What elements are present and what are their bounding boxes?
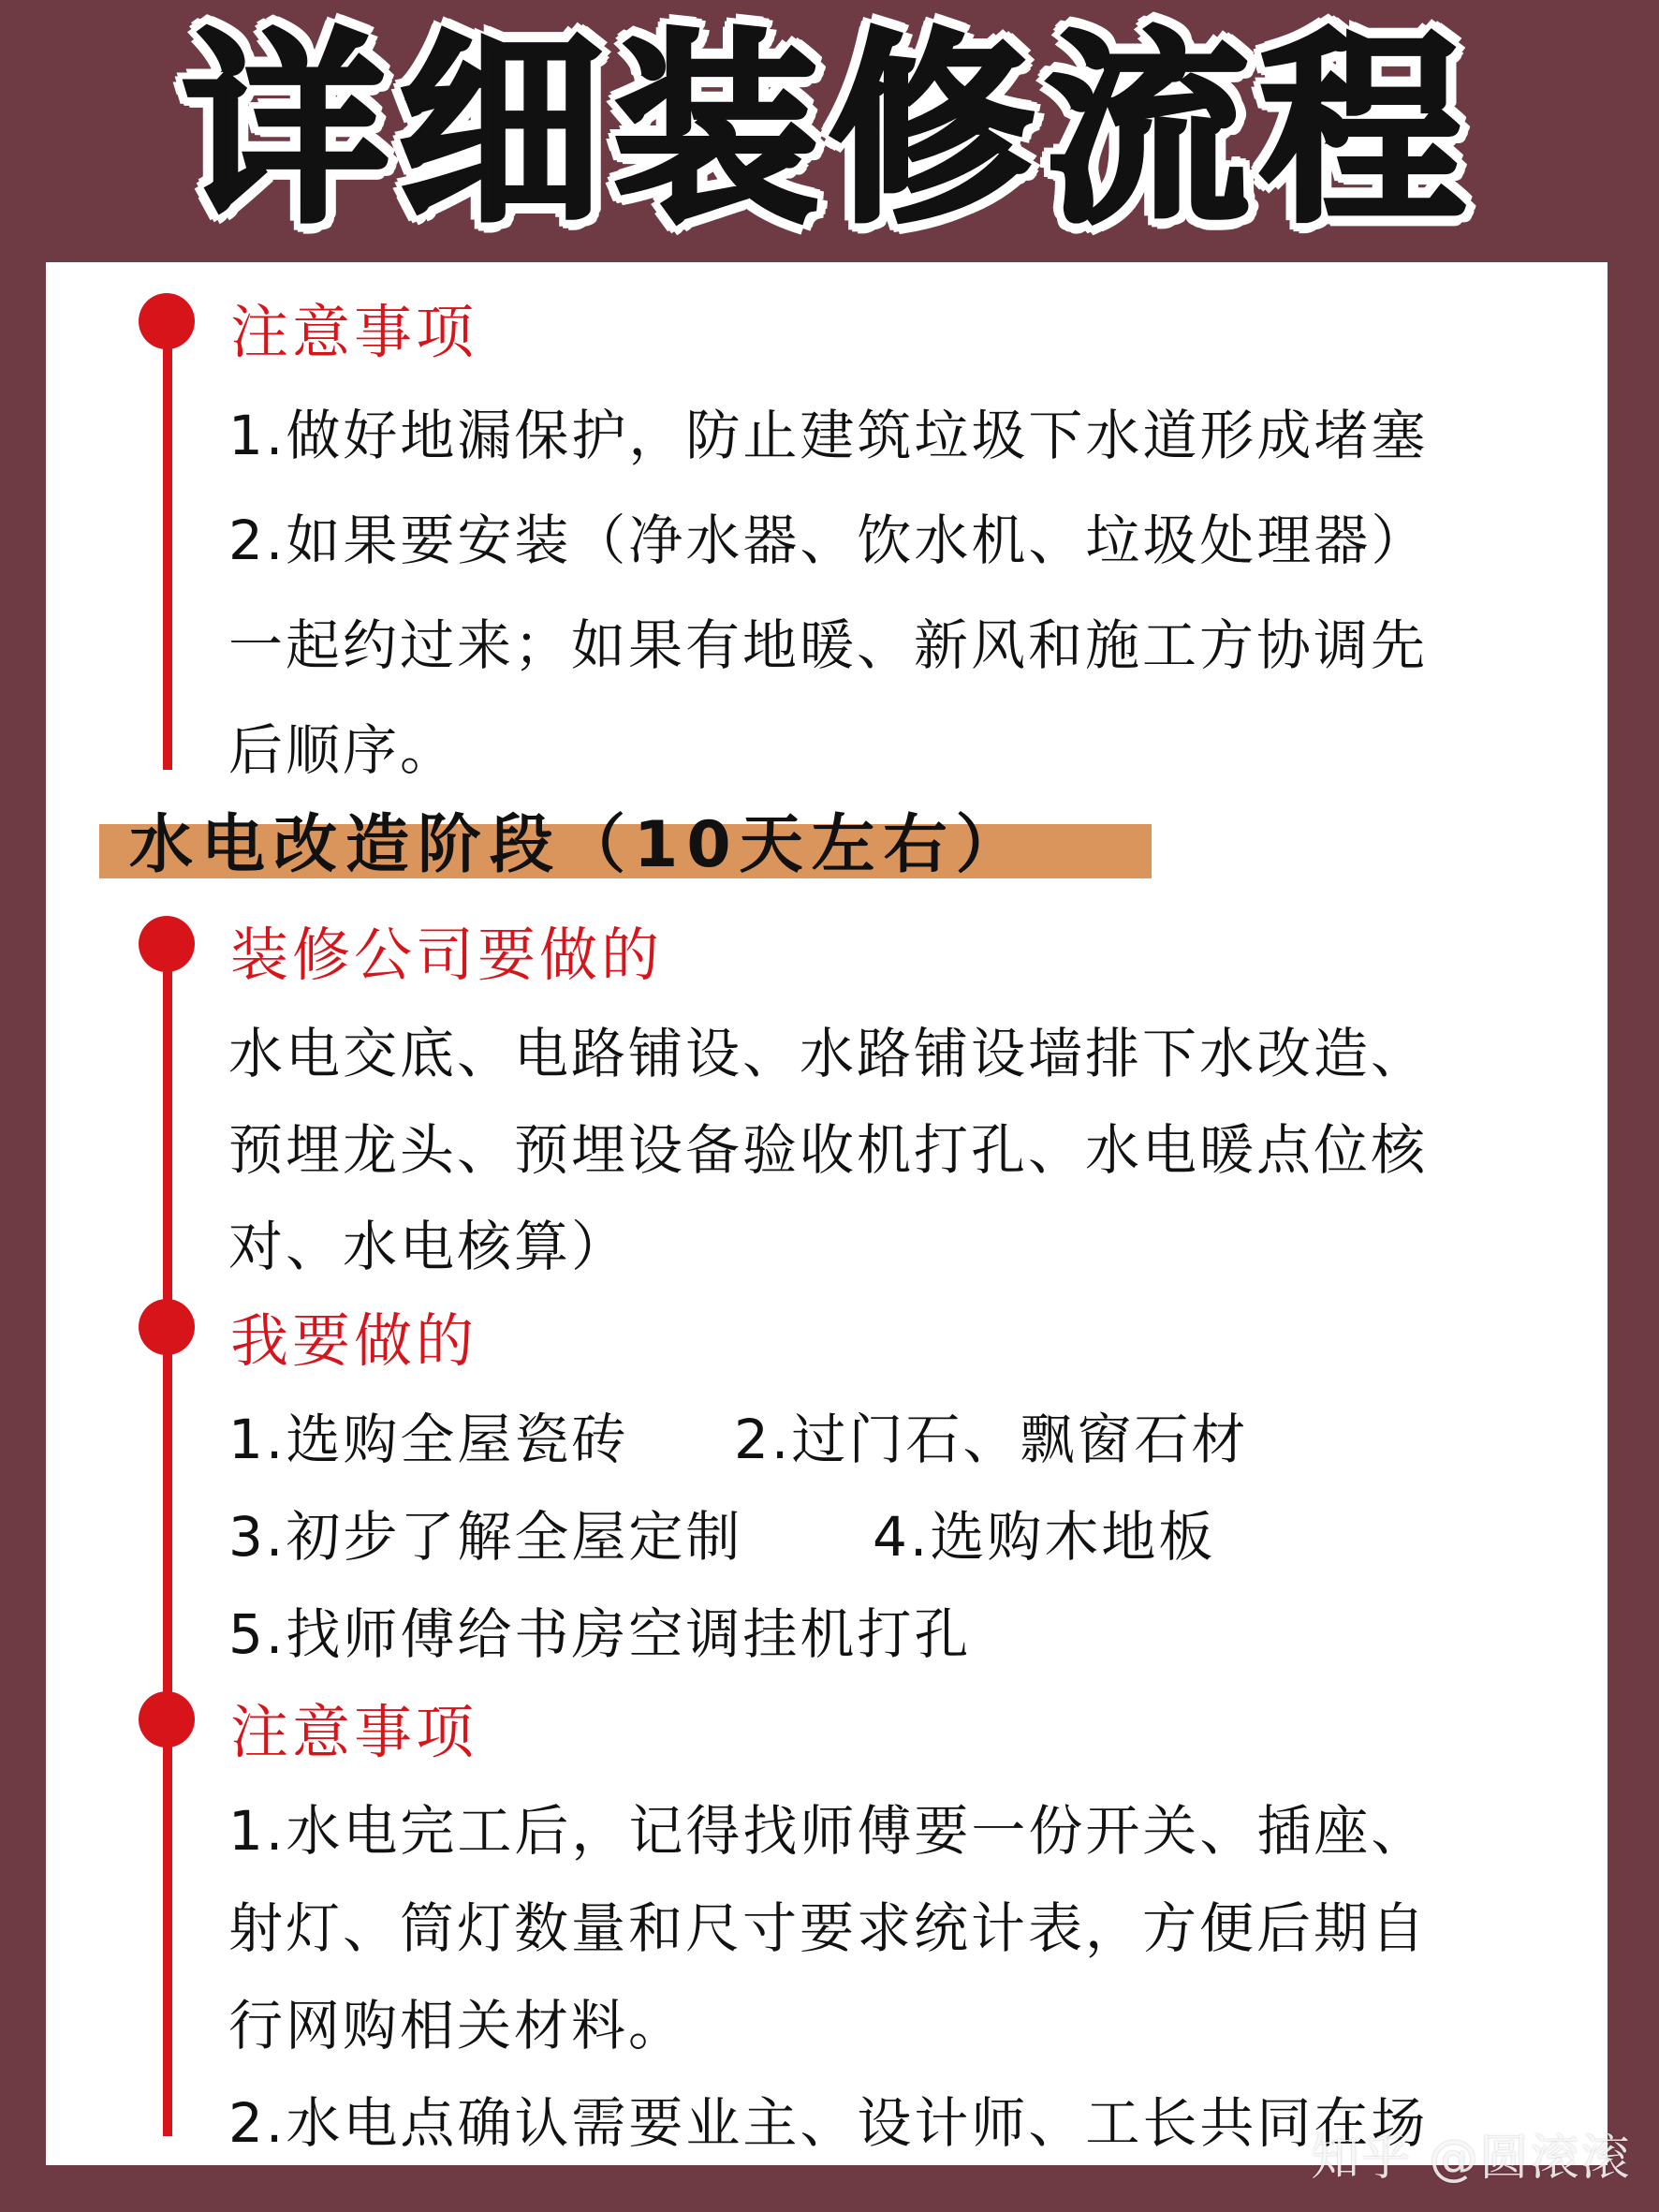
section-heading-notes: 注意事项 [230,298,478,366]
section-heading-my-tasks: 我要做的 [230,1306,478,1375]
task-item: 2.过门石、飘窗石材 [734,1408,1249,1471]
section-heading-notes-2: 注意事项 [230,1698,478,1766]
notes2-line-2: 射灯、筒灯数量和尺寸要求统计表，方便后期自 [228,1896,1429,1960]
company-line-2: 预埋龙头、预埋设备验收机打孔、水电暖点位核 [228,1118,1429,1182]
notes-line-4: 后顺序。 [228,718,458,782]
notes2-line-3: 行网购相关材料。 [228,1994,686,2057]
timeline-dot [139,293,195,349]
timeline-line [163,309,172,770]
notes2-line-4: 2.水电点确认需要业主、设计师、工长共同在场 [228,2091,1429,2155]
notes-line-3: 一起约过来；如果有地暖、新风和施工方协调先 [228,613,1429,677]
timeline-line [163,922,172,2136]
timeline-dot [139,1691,195,1747]
notes-line-1: 1.做好地漏保护，防止建筑垃圾下水道形成堵塞 [228,404,1429,467]
timeline-dot [139,1299,195,1355]
section-heading-company: 装修公司要做的 [230,921,664,989]
task-item: 1.选购全屋瓷砖 [228,1408,629,1471]
page-title: 详细装修流程 [184,13,1475,250]
notes-line-2: 2.如果要安装（净水器、饮水机、垃圾处理器） [228,509,1429,572]
company-line-3: 对、水电核算） [228,1215,629,1278]
task-item: 3.初步了解全屋定制 [228,1505,743,1569]
notes2-line-1: 1.水电完工后，记得找师傅要一份开关、插座、 [228,1799,1429,1863]
timeline-dot [139,916,195,972]
task-item: 4.选购木地板 [873,1505,1216,1569]
company-line-1: 水电交底、电路铺设、水路铺设墙排下水改造、 [228,1022,1429,1085]
stage-title: 水电改造阶段（10天左右） [129,808,1028,882]
watermark: 知乎 @圆滚滚 [1311,2131,1632,2187]
task-item: 5.找师傅给书房空调挂机打孔 [228,1602,972,1666]
